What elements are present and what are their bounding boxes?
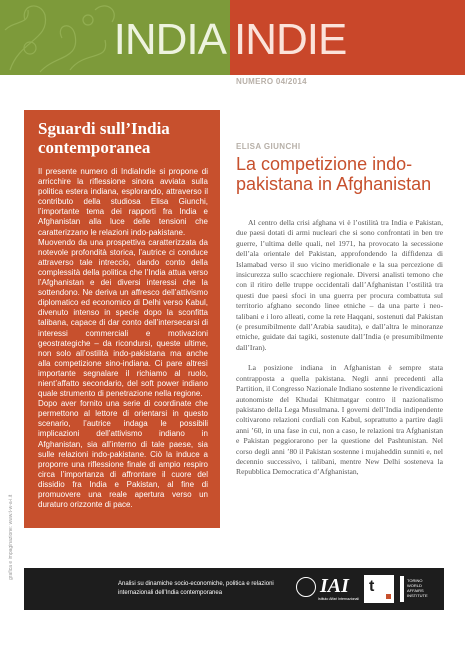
sidebar-paragraph: Dopo aver fornito una serie di coordinate che permettono al lettore di orientarsi in questo scenario, l’autrice indaga le possibili implicazioni dell’attivismo indiano in Afghanistan, sia all’interno di tale paese, sia sulle relazioni indo-pakistane. Ciò la induce a proporre una riflessione finale di ampio respiro circa l’importanza di affrontare il cuore del dissidio fra India e Pakistan, al fine di promuovere una reale apertura verso un duraturo orizzonte di pace.	[38, 399, 208, 510]
issue-number: NUMERO 04/2014	[236, 77, 307, 86]
iai-name: Istituto Affari Internazionali	[318, 597, 359, 601]
masthead-green-panel	[0, 0, 230, 75]
masthead-word-indie: INDIE	[234, 15, 347, 64]
article-paragraph: La posizione indiana in Afghanistan è sempre stata contrapposta a quella pakistana. Negli anni precedenti alla Partition, il Congresso Nazionale Indiano sostenne le rivendicazioni autonomiste del Khudai Khitmatgar contro il nazionalismo pakistano della Lega Musulmana. I governi dell’India indipendente coltivarono relazioni cordiali con Kabul, soprattutto a partire dagli anni ’60, in una fase in cui, non a caso, le relazioni tra Afghanistan e Pakistan peggiorarono per la questione del Pashtunistan. Nel corso degli anni ’80 il Pakistan sostenne i mujaheddin sunniti e, nel decennio successivo, i talibani, mentre New Delhi sosteneva la Repubblica Democratica d’Afghanistan,	[236, 363, 443, 477]
t-letter: t	[369, 578, 375, 595]
red-square-icon	[386, 594, 391, 599]
article-body	[236, 218, 443, 478]
wordmark-text: TORINO WORLD AFFAIRS INSTITUTE	[407, 578, 428, 598]
sidebar-paragraph: Muovendo da una prospettiva caratterizzata da notevole profondità storica, l’autrice ci conduce attraverso tale intreccio, dando conto della complessità della politica che l’India attua verso l’Afghanistan e dei diversi interessi che la sottendono. Ne deriva un affresco dell’attivismo diplomatico ed economico di Delhi verso Kabul, divenuto intenso in specie dopo la sconfitta talibana, capace di dar conto dell’intersecarsi di interessi commerciali e motivazioni geostrategiche – da ricondursi, queste ultime, non solo all’ostilità indo-pakistana ma anche alla competizione sino-indiana. Ci pare altresì importante segnalare il richiamo al ruolo, nient’affatto secondario, del soft power indiano quale strumento di penetrazione nella regione.	[38, 237, 208, 399]
twai-t-logo	[364, 575, 394, 603]
article-paragraph: Al centro della crisi afghana vi è l’ostilità tra India e Pakistan, due paesi dotati di armi nucleari che si sono confrontati in ben tre guerre, l’ultima delle quali, nel 1971, ha provocato la secessione dell’ala orientale del Pakistan, approfondendo la diffidenza di Islamabad verso il suo vicino meridionale e la sua percezione di insicurezza sullo scacchiere regionale. Diversi analisti temono che con il ritiro delle truppe occidentali dall’Afghanistan l’ostilità tra questi due paesi sfoci in una guerra per procura combattuta sul territorio afghano secondo linee etniche – da una parte i neo-talibani e i loro alleati, come la rete Haqqani, sostenuti dal Pakistan (e presumibilmente dall’Arabia saudita), e dall’altra le minoranze etniche, guidate dai tagiki, sostenute dall’India (e presumibilmente dall’Iran).	[236, 218, 443, 352]
sidebar-title: Sguardi sull’India contemporanea	[38, 119, 170, 157]
wordmark-bar-icon	[400, 576, 404, 602]
footer-bar	[24, 568, 444, 610]
article-author: ELISA GIUNCHI	[236, 142, 301, 151]
twai-wordmark	[400, 576, 434, 602]
sidebar-body	[38, 167, 208, 510]
masthead-word-india: INDIA	[113, 15, 226, 64]
iai-logo	[296, 575, 358, 605]
iai-letters: IAI	[320, 575, 349, 597]
article-column	[236, 142, 443, 488]
sidebar-paragraph: Il presente numero di IndiaIndie si propone di arricchire la riflessione sinora avviata sulla politica estera indiana, esplorando, attraverso il contributo della studiosa Elisa Giunchi, l’importante tema dei rapporti fra India e Afghanistan alla luce delle tensioni che caratterizzano le relazioni indo-pakistane.	[38, 167, 208, 237]
design-credit-text: grafica e impaginazione: www.t-w-a-i.it	[8, 494, 14, 580]
footer-description: Analisi su dinamiche socio-economiche, politica e relazioni internazionali dell’India contemporanea	[118, 581, 274, 596]
editorial-sidebar	[24, 110, 220, 528]
masthead-red-panel	[230, 0, 465, 75]
design-credit	[8, 470, 18, 580]
iai-seal-icon	[296, 577, 316, 597]
article-title: La competizione indo-pakistana in Afghanistan	[236, 154, 432, 194]
masthead-banner	[0, 0, 465, 75]
